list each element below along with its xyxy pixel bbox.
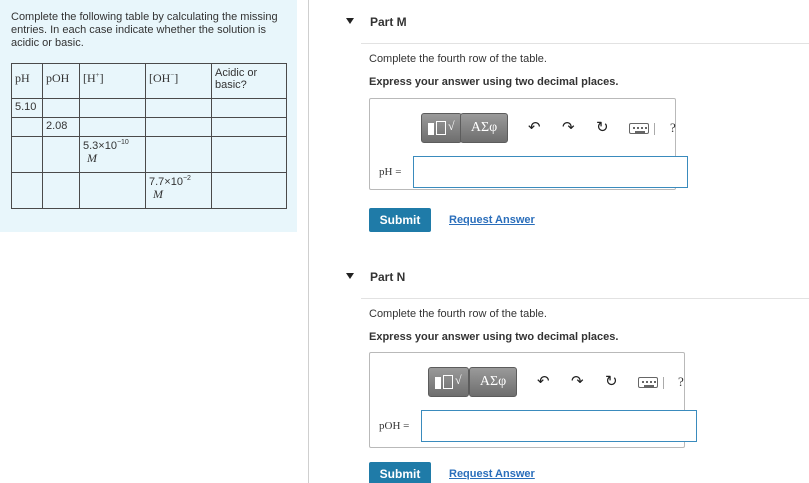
cell-ph: [12, 173, 43, 209]
panel-divider: [308, 0, 309, 483]
cell-poh: [43, 99, 80, 118]
part-m-format: Express your answer using two decimal places.: [369, 76, 619, 88]
part-n-instruction: Complete the fourth row of the table.: [369, 308, 547, 320]
cell-ph: [12, 137, 43, 173]
cell-oh: [146, 137, 212, 173]
problem-panel: [0, 0, 297, 232]
part-n-format: Express your answer using two decimal places.: [369, 331, 619, 343]
table-row: [12, 99, 287, 118]
problem-instructions: Complete the following table by calculating the missing entries. In each case indicate whether the solution is acidic or basic.: [11, 11, 278, 49]
ph-answer-input[interactable]: [413, 156, 688, 188]
part-m-instruction: Complete the fourth row of the table.: [369, 53, 547, 65]
part-n-submit-button[interactable]: Submit: [369, 462, 431, 483]
reset-icon[interactable]: ↻: [596, 119, 609, 136]
cell-acid: [212, 137, 287, 173]
poh-field-label: pOH =: [379, 420, 410, 432]
collapse-triangle-icon[interactable]: [346, 18, 354, 24]
cell-h: [80, 99, 146, 118]
cell-oh: [146, 99, 212, 118]
help-icon[interactable]: ?: [670, 120, 676, 135]
cell-poh: [43, 137, 80, 173]
header-ph: pH: [12, 64, 43, 99]
templates-button[interactable]: [421, 113, 462, 143]
template-block-icon: [435, 377, 441, 389]
greek-symbols-button[interactable]: ΑΣφ: [460, 113, 508, 143]
cell-h: [80, 173, 146, 209]
divider: [361, 298, 809, 299]
toolbar-separator: [663, 377, 664, 389]
header-acidic-basic: Acidic or basic?: [212, 64, 287, 99]
cell-ph: 5.10: [12, 99, 43, 118]
template-block-icon: [428, 123, 434, 135]
help-icon[interactable]: ?: [678, 374, 684, 389]
header-h-conc: [H+]: [80, 64, 146, 99]
redo-icon[interactable]: ↷: [571, 373, 584, 390]
cell-poh: 2.08: [43, 118, 80, 137]
part-n-title: Part N: [370, 270, 406, 284]
cell-acid: [212, 118, 287, 137]
radical-icon: √: [448, 119, 455, 133]
part-m-header[interactable]: [333, 0, 809, 44]
ph-table: [11, 63, 287, 209]
collapse-triangle-icon[interactable]: [346, 273, 354, 279]
part-n-answer-box: [369, 352, 685, 448]
table-row: [12, 118, 287, 137]
cell-h: $5.3\times 10^{-10}$ M: [80, 137, 146, 173]
radical-icon: √: [455, 373, 462, 387]
undo-icon[interactable]: ↶: [528, 119, 541, 136]
poh-answer-input[interactable]: [421, 410, 697, 442]
divider: [361, 43, 809, 44]
table-row: [12, 137, 287, 173]
template-box-icon: [436, 121, 446, 135]
part-n-header[interactable]: [333, 255, 809, 299]
reset-icon[interactable]: ↻: [605, 373, 618, 390]
ph-field-label: pH =: [379, 166, 402, 178]
cell-acid: [212, 173, 287, 209]
keyboard-icon[interactable]: [629, 123, 649, 134]
template-box-icon: [443, 375, 453, 389]
part-n-request-answer-link[interactable]: Request Answer: [449, 468, 535, 480]
part-m-title: Part M: [370, 15, 407, 29]
table-row: [12, 173, 287, 209]
cell-poh: [43, 173, 80, 209]
redo-icon[interactable]: ↷: [562, 119, 575, 136]
cell-h: [80, 118, 146, 137]
cell-oh: $7.7\times 10^{-2}$ M: [146, 173, 212, 209]
header-poh: pOH: [43, 64, 80, 99]
part-m-request-answer-link[interactable]: Request Answer: [449, 214, 535, 226]
cell-acid: [212, 99, 287, 118]
part-m-submit-button[interactable]: Submit: [369, 208, 431, 232]
header-oh-conc: [OH−]: [146, 64, 212, 99]
keyboard-icon[interactable]: [638, 377, 658, 388]
table-header-row: [12, 64, 287, 99]
templates-button[interactable]: [428, 367, 469, 397]
toolbar-separator: [654, 123, 655, 135]
undo-icon[interactable]: ↶: [537, 373, 550, 390]
cell-oh: [146, 118, 212, 137]
cell-ph: [12, 118, 43, 137]
part-m-answer-box: [369, 98, 676, 190]
greek-symbols-button[interactable]: ΑΣφ: [469, 367, 517, 397]
